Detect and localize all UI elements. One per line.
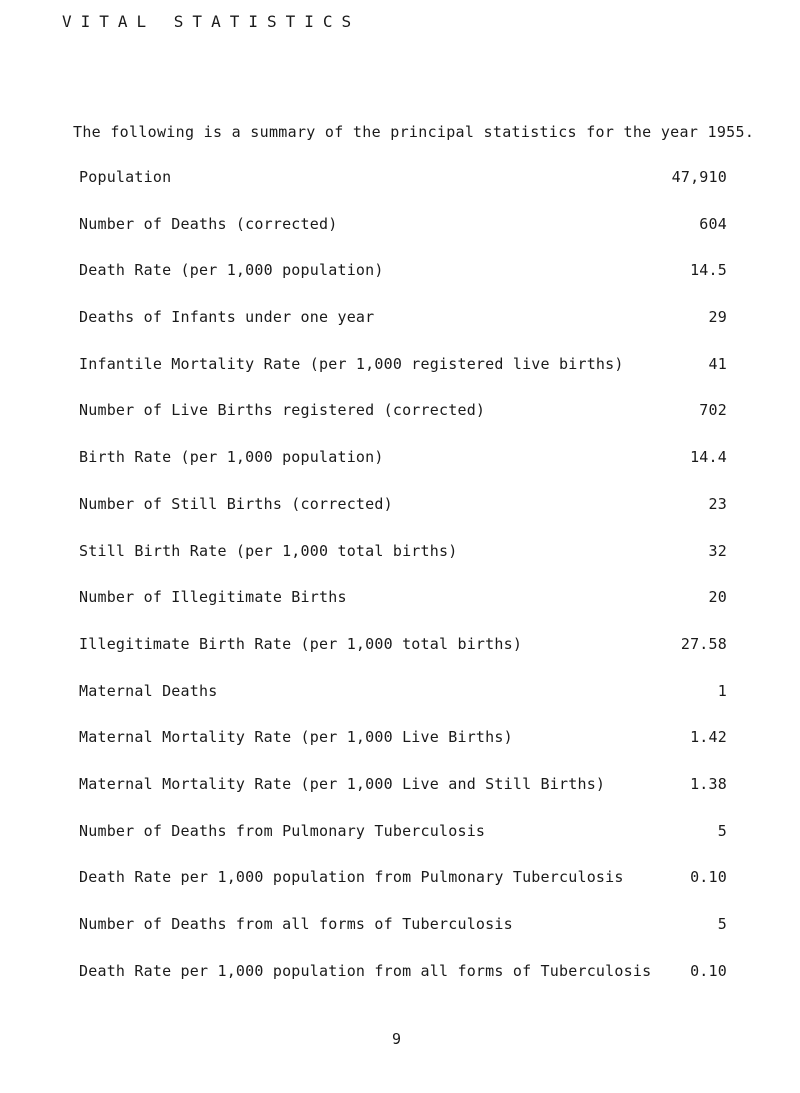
stat-row-birth-rate <box>79 448 727 495</box>
stat-label: Number of Illegitimate Births <box>79 588 347 607</box>
stat-row-all-tb-death-rate <box>79 962 727 1009</box>
stat-row-infantile-mortality-rate <box>79 355 727 402</box>
stat-label: Infantile Mortality Rate (per 1,000 registered live births) <box>79 354 624 373</box>
stat-row-population <box>79 168 727 215</box>
stat-label: Number of Still Births (corrected) <box>79 494 393 513</box>
intro-text: The following is a summary of the principal statistics for the year 1955. <box>73 123 755 141</box>
stat-value: 604 <box>699 214 727 233</box>
stat-row-illegitimate-births <box>79 588 727 635</box>
stat-row-maternal-mortality-live-and-still <box>79 775 727 822</box>
stat-value: 14.4 <box>690 448 727 467</box>
stat-value: 1.42 <box>690 728 727 747</box>
stat-label: Death Rate per 1,000 population from all forms of Tuberculosis <box>79 961 652 980</box>
stat-label: Number of Deaths from all forms of Tuberculosis <box>79 915 513 933</box>
stat-label: Death Rate (per 1,000 population) <box>79 261 384 280</box>
stat-label: Maternal Mortality Rate (per 1,000 Live Births) <box>79 728 513 747</box>
stat-row-death-rate <box>79 261 727 308</box>
stat-row-all-tb-deaths <box>79 915 727 962</box>
stat-label: Number of Deaths from Pulmonary Tuberculosis <box>79 821 486 840</box>
stat-value: 27.58 <box>680 634 727 653</box>
stat-label: Maternal Deaths <box>79 681 218 700</box>
stat-value: 41 <box>708 354 727 373</box>
stat-row-infant-deaths <box>79 308 727 355</box>
stat-label: Population <box>79 168 172 186</box>
page-number: 9 <box>392 1030 402 1048</box>
stat-label: Number of Live Births registered (corrected) <box>79 401 486 420</box>
stat-value: 20 <box>708 588 727 607</box>
stat-row-pulmonary-tb-deaths <box>79 822 727 869</box>
stat-value: 5 <box>717 915 727 933</box>
stat-row-illegitimate-birth-rate <box>79 635 727 682</box>
stat-value: 29 <box>708 308 727 327</box>
stat-label: Illegitimate Birth Rate (per 1,000 total births) <box>79 634 523 653</box>
stat-label: Number of Deaths (corrected) <box>79 214 338 233</box>
stat-label: Maternal Mortality Rate (per 1,000 Live and Still Births) <box>79 774 606 793</box>
stat-value: 5 <box>717 821 727 840</box>
stat-row-still-births <box>79 495 727 542</box>
stat-value: 1.38 <box>690 774 727 793</box>
stat-label: Birth Rate (per 1,000 population) <box>79 448 384 467</box>
stat-value: 47,910 <box>671 168 727 186</box>
stat-row-still-birth-rate <box>79 542 727 589</box>
statistics-list <box>79 168 727 1008</box>
stat-row-number-of-deaths <box>79 215 727 262</box>
page-heading: VITAL STATISTICS <box>62 12 361 31</box>
stat-label: Still Birth Rate (per 1,000 total births) <box>79 541 458 560</box>
stat-row-live-births <box>79 401 727 448</box>
stat-value: 702 <box>699 401 727 420</box>
stat-value: 0.10 <box>690 961 727 980</box>
stat-label: Deaths of Infants under one year <box>79 308 375 327</box>
stat-value: 0.10 <box>690 868 727 887</box>
stat-value: 14.5 <box>690 261 727 280</box>
stat-row-pulmonary-tb-death-rate <box>79 868 727 915</box>
stat-value: 1 <box>717 681 727 700</box>
stat-row-maternal-mortality-live <box>79 728 727 775</box>
stat-row-maternal-deaths <box>79 682 727 729</box>
stat-label: Death Rate per 1,000 population from Pulmonary Tuberculosis <box>79 868 624 887</box>
stat-value: 23 <box>708 494 727 513</box>
stat-value: 32 <box>708 541 727 560</box>
